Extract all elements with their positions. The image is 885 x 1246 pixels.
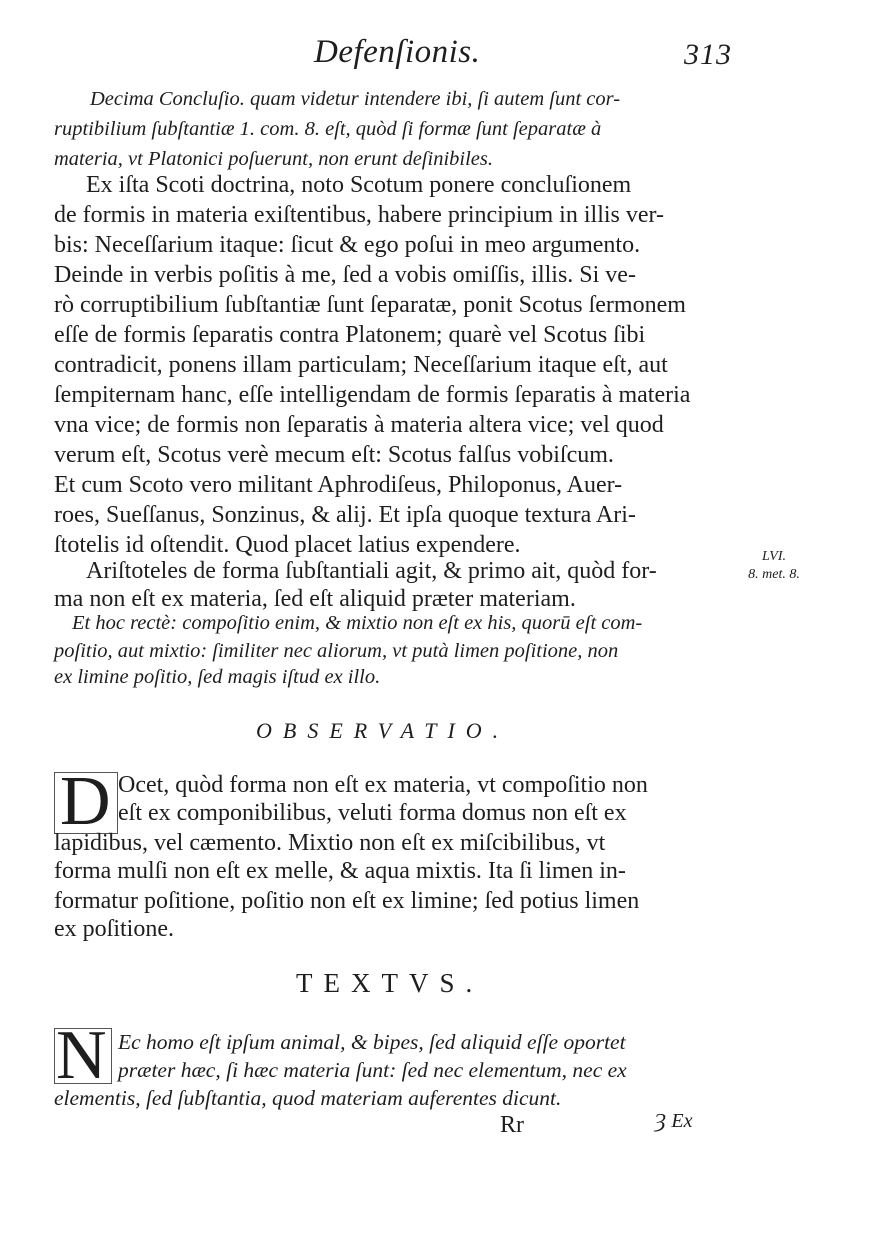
observatio-heading: OBSERVATIO. bbox=[256, 718, 510, 743]
textus-line-1: Ec homo eſt ipſum animal, & bipes, ſed aliquid eſſe oportet bbox=[118, 1030, 626, 1054]
main-line-11: Et cum Scoto vero militant Aphrodiſeus, Philoponus, Auer- bbox=[54, 472, 623, 498]
catchword: Ȝ Ex bbox=[654, 1110, 693, 1132]
main-line-8: ſempiternam hanc, eſſe intelligendam de formis ſeparatis à materia bbox=[54, 382, 691, 408]
observatio-line-1: Ocet, quòd forma non eſt ex materia, vt compoſitio non bbox=[118, 772, 648, 798]
margin-note-chapter: LVI. bbox=[762, 549, 786, 564]
main-line-2: de formis in materia exiſtentibus, habere principium in illis ver- bbox=[54, 202, 665, 228]
main-line-4: Deinde in verbis poſitis à me, ſed a vobis omiſſis, illis. Si ve- bbox=[54, 262, 636, 288]
main-line-3: bis: Neceſſarium itaque: ſicut & ego poſui in meo argumento. bbox=[54, 232, 641, 258]
italic-line-2: poſitio, aut mixtio: ſimiliter nec aliorum, vt putà limen poſitione, non bbox=[54, 640, 619, 662]
main-line-5: rò corruptibilium ſubſtantiæ ſunt ſeparatæ, ponit Scotus ſermonem bbox=[54, 292, 686, 318]
main-line-6: eſſe de formis ſeparatis contra Platonem; quarè vel Scotus ſibi bbox=[54, 322, 646, 348]
main-line-7: contradicit, ponens illam particulam; Neceſſarium itaque eſt, aut bbox=[54, 352, 668, 378]
main-line-9: vna vice; de formis non ſeparatis à materia altera vice; vel quod bbox=[54, 412, 664, 438]
running-header-title: Defenſionis. bbox=[314, 34, 481, 70]
main-line-12: roes, Sueſſanus, Sonzinus, & alij. Et ipſa quoque textura Ari- bbox=[54, 502, 636, 528]
aristotle-line-1: Ariſtoteles de forma ſubſtantiali agit, & primo ait, quòd for- bbox=[86, 558, 657, 584]
italic-line-3: ex limine poſitio, ſed magis iſtud ex illo. bbox=[54, 666, 381, 688]
intro-line-1: Decima Concluſio. quam videtur intendere ibi, ſi autem ſunt cor- bbox=[90, 88, 621, 110]
intro-line-2: ruptibilium ſubſtantiæ 1. com. 8. eſt, quòd ſi formæ ſunt ſeparatæ à bbox=[54, 118, 602, 140]
italic-line-1: Et hoc rectè: compoſitio enim, & mixtio non eſt ex his, quorū eſt com- bbox=[72, 612, 643, 634]
observatio-line-2: eſt ex componibilibus, veluti forma domus non eſt ex bbox=[118, 800, 627, 826]
main-line-13: ſtotelis id oſtendit. Quod placet latius expendere. bbox=[54, 532, 521, 558]
main-line-10: verum eſt, Scotus verè mecum eſt: Scotus falſus vobiſcum. bbox=[54, 442, 614, 468]
margin-note bbox=[744, 548, 804, 584]
textus-line-2: præter hæc, ſi hæc materia ſunt: ſed nec elementum, nec ex bbox=[118, 1058, 627, 1082]
observatio-line-5: formatur poſitione, poſitio non eſt ex limine; ſed potius limen bbox=[54, 888, 640, 914]
page-number: 313 bbox=[684, 38, 732, 71]
aristotle-line-2: ma non eſt ex materia, ſed eſt aliquid præter materiam. bbox=[54, 586, 576, 612]
observatio-line-3: lapidibus, vel cæmento. Mixtio non eſt ex miſcibilibus, vt bbox=[54, 830, 606, 856]
observatio-line-4: forma mulſi non eſt ex melle, & aqua mixtis. Ita ſi limen in- bbox=[54, 858, 626, 884]
textus-line-3: elementis, ſed ſubſtantia, quod materiam auferentes dicunt. bbox=[54, 1086, 562, 1110]
signature-mark: Rr bbox=[500, 1112, 524, 1138]
intro-line-3: materia, vt Platonici poſuerunt, non erunt deſinibiles. bbox=[54, 148, 493, 170]
textus-dropcap: N bbox=[56, 1017, 107, 1094]
observatio-dropcap: D bbox=[60, 763, 111, 840]
margin-note-reference: 8. met. 8. bbox=[748, 567, 800, 582]
observatio-line-6: ex poſitione. bbox=[54, 916, 174, 942]
main-line-1: Ex iſta Scoti doctrina, noto Scotum ponere concluſionem bbox=[86, 172, 632, 198]
textus-heading: TEXTVS. bbox=[296, 968, 484, 998]
